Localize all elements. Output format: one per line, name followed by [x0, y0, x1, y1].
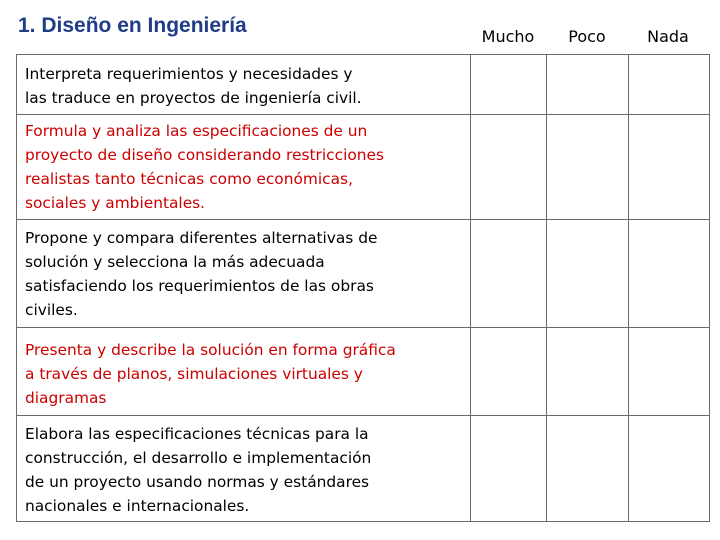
column-header-poco: Poco: [568, 27, 606, 46]
rating-cell-nada[interactable]: [629, 55, 709, 114]
page-title: 1. Diseño en Ingeniería: [18, 14, 247, 37]
rating-cell-nada[interactable]: [629, 115, 709, 219]
rating-cell-poco[interactable]: [547, 328, 628, 415]
rating-cell-poco[interactable]: [547, 220, 628, 327]
criterion-text: Presenta y describe la solución en forma gráfica a través de planos, simulaciones virtuales y diagramas: [25, 341, 396, 407]
rating-cell-mucho[interactable]: [471, 416, 546, 521]
rating-cell-nada[interactable]: [629, 328, 709, 415]
criterion-text: Propone y compara diferentes alternativas de solución y selecciona la más adecuada satisfaciendo los requerimientos de las obras civiles.: [25, 229, 378, 319]
rating-cell-nada[interactable]: [629, 416, 709, 521]
evaluation-table: [16, 54, 710, 522]
column-header-mucho: Mucho: [481, 27, 535, 46]
rating-cell-poco[interactable]: [547, 416, 628, 521]
rating-cell-mucho[interactable]: [471, 115, 546, 219]
criterion-text: Elabora las especificaciones técnicas para la construcción, el desarrollo e implementación de un proyecto usando normas y estándares nacionales e internacionales.: [25, 425, 372, 515]
rating-cell-mucho[interactable]: [471, 220, 546, 327]
rating-cell-poco[interactable]: [547, 115, 628, 219]
rating-cell-mucho[interactable]: [471, 55, 546, 114]
criterion-text: Interpreta requerimientos y necesidades y las traduce en proyectos de ingeniería civil.: [25, 65, 362, 107]
rating-cell-nada[interactable]: [629, 220, 709, 327]
criterion-text: Formula y analiza las especificaciones de un proyecto de diseño considerando restricciones realistas tanto técnicas como económicas, sociales y ambientales.: [25, 122, 385, 212]
rating-cell-mucho[interactable]: [471, 328, 546, 415]
column-header-nada: Nada: [647, 27, 689, 46]
rating-cell-poco[interactable]: [547, 55, 628, 114]
